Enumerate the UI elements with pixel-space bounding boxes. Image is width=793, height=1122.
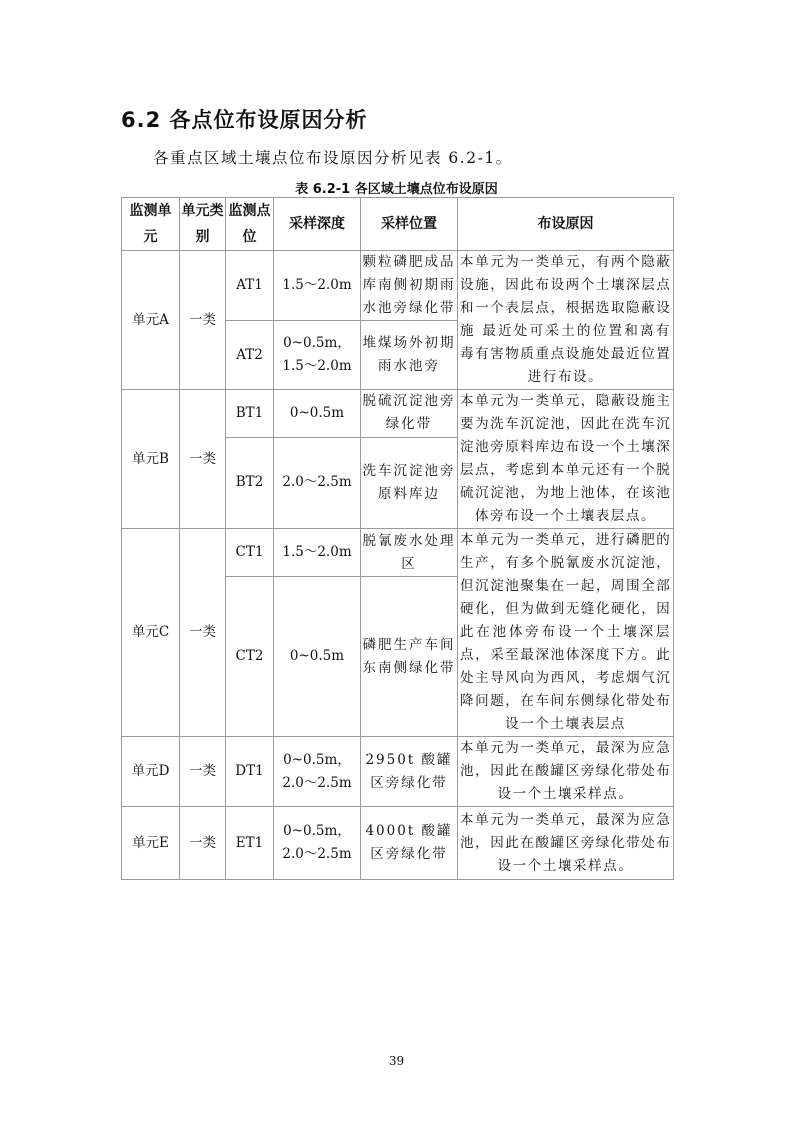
- unit-type-cell: 一类: [180, 737, 226, 807]
- reason-line: 本单元为一类单元，隐蔽设施主: [460, 393, 672, 409]
- reason-line: 点，采至最深池体深度下方。此: [460, 647, 672, 663]
- reason-line: 生产，有多个脱氰废水沉淀池，: [460, 555, 672, 571]
- reason-line: 本单元为一类单元，有两个隐蔽: [460, 254, 672, 270]
- table-caption: 表 6.2-1 各区域土壤点位布设原因: [295, 182, 498, 197]
- column-header: 布设原因: [458, 198, 674, 251]
- table-row: [122, 251, 674, 321]
- reason-line: 设施，因此布设两个土壤深层点: [460, 277, 672, 293]
- reason-line: 本单元为一类单元，进行磷肥的: [460, 532, 672, 548]
- reason-line: 但沉淀池聚集在一起，周围全部: [460, 578, 672, 594]
- reason-line: 本单元为一类单元，最深为应急: [460, 740, 672, 756]
- table-row: [122, 529, 674, 577]
- reason-line: 降问题，在车间东侧绿化带处布: [460, 693, 672, 709]
- reason-line: 本单元为一类单元，最深为应急: [460, 811, 672, 828]
- reason-cell: [458, 529, 674, 737]
- point-id-cell: AT2: [226, 321, 274, 390]
- reason-line: 施 最近处可采土的位置和离有: [460, 323, 671, 339]
- unit-cell: 单元B: [122, 390, 180, 529]
- table-row: [122, 807, 674, 880]
- reason-line: 此在池体旁布设一个土壤深层: [460, 624, 671, 640]
- reason-line: 淀池旁原料库边布设一个土壤深: [460, 439, 672, 455]
- location-cell: 脱硫沉淀池旁绿化带: [361, 390, 458, 438]
- unit-cell: 单元E: [122, 807, 180, 880]
- depth-cell: 0~0.5m，2.0～2.5m: [274, 737, 361, 807]
- point-id-cell: BT2: [226, 437, 274, 528]
- depth-cell: 0~0.5m: [274, 390, 361, 438]
- column-header: 单元类别: [180, 198, 226, 251]
- column-header: 采样深度: [274, 198, 361, 251]
- reason-line: 处主导风向为西风，考虑烟气沉: [460, 670, 672, 686]
- sampling-reason-table: [121, 197, 674, 880]
- table-header-row: [122, 198, 674, 251]
- point-id-cell: DT1: [226, 737, 274, 807]
- unit-type-cell: 一类: [180, 390, 226, 529]
- unit-cell: 单元A: [122, 251, 180, 390]
- unit-type-cell: 一类: [180, 529, 226, 737]
- point-id-cell: AT1: [226, 251, 274, 321]
- page-number: 39: [388, 1054, 405, 1068]
- depth-cell: 2.0～2.5m: [274, 437, 361, 528]
- reason-cell: [458, 737, 674, 807]
- reason-cell: [458, 251, 674, 390]
- depth-cell: 0~0.5m: [274, 577, 361, 737]
- reason-line: 设一个土壤采样点。: [497, 786, 634, 802]
- location-cell: 洗车沉淀池旁原料库边: [361, 437, 458, 528]
- reason-cell: [458, 390, 674, 529]
- point-id-cell: CT2: [226, 577, 274, 737]
- depth-cell: 0~0.5m，2.0～2.5m: [274, 807, 361, 880]
- location-cell: 磷肥生产车间东南侧绿化带: [361, 577, 458, 737]
- column-header: 采样位置: [361, 198, 458, 251]
- reason-line: 体旁布设一个土壤表层点。: [474, 508, 657, 524]
- reason-line: 池，因此在酸罐区旁绿化带处布: [460, 834, 672, 851]
- column-header: 监测单元: [122, 198, 180, 251]
- depth-cell: 1.5～2.0m: [274, 251, 361, 321]
- unit-cell: 单元C: [122, 529, 180, 737]
- point-id-cell: BT1: [226, 390, 274, 438]
- reason-line: 设一个土壤采样点。: [497, 857, 634, 874]
- unit-cell: 单元D: [122, 737, 180, 807]
- point-id-cell: ET1: [226, 807, 274, 880]
- reason-line: 硬化，但为做到无缝化硬化，因: [460, 601, 672, 617]
- reason-line: 进行布设。: [527, 369, 604, 385]
- reason-line: 毒有害物质重点设施处最近位置: [460, 346, 672, 362]
- reason-line: 和一个表层点，根据选取隐蔽设: [460, 300, 672, 316]
- table-row: [122, 737, 674, 807]
- location-cell: 颗粒磷肥成品库南侧初期雨水池旁绿化带: [361, 251, 458, 321]
- location-cell: 2950t 酸罐区旁绿化带: [361, 737, 458, 807]
- reason-line: 层点，考虑到本单元还有一个脱: [460, 462, 672, 478]
- location-cell: 脱氰废水处理区: [361, 529, 458, 577]
- location-cell: 堆煤场外初期雨水池旁: [361, 321, 458, 390]
- reason-cell: [458, 807, 674, 880]
- depth-cell: 1.5～2.0m: [274, 529, 361, 577]
- intro-paragraph: 各重点区域土壤点位布设原因分析见表 6.2-1。: [153, 149, 513, 167]
- reason-line: 池，因此在酸罐区旁绿化带处布: [460, 763, 672, 779]
- reason-line: 要为洗车沉淀池，因此在洗车沉: [460, 416, 672, 432]
- depth-cell: 0~0.5m，1.5～2.0m: [274, 321, 361, 390]
- column-header: 监测点位: [226, 198, 274, 251]
- location-cell: 4000t 酸罐区旁绿化带: [361, 807, 458, 880]
- section-heading: 6.2 各点位布设原因分析: [121, 108, 368, 132]
- point-id-cell: CT1: [226, 529, 274, 577]
- table-row: [122, 390, 674, 438]
- reason-line: 设一个土壤表层点: [505, 716, 626, 732]
- unit-type-cell: 一类: [180, 251, 226, 390]
- unit-type-cell: 一类: [180, 807, 226, 880]
- reason-line: 硫沉淀池，为地上池体，在该池: [460, 485, 672, 501]
